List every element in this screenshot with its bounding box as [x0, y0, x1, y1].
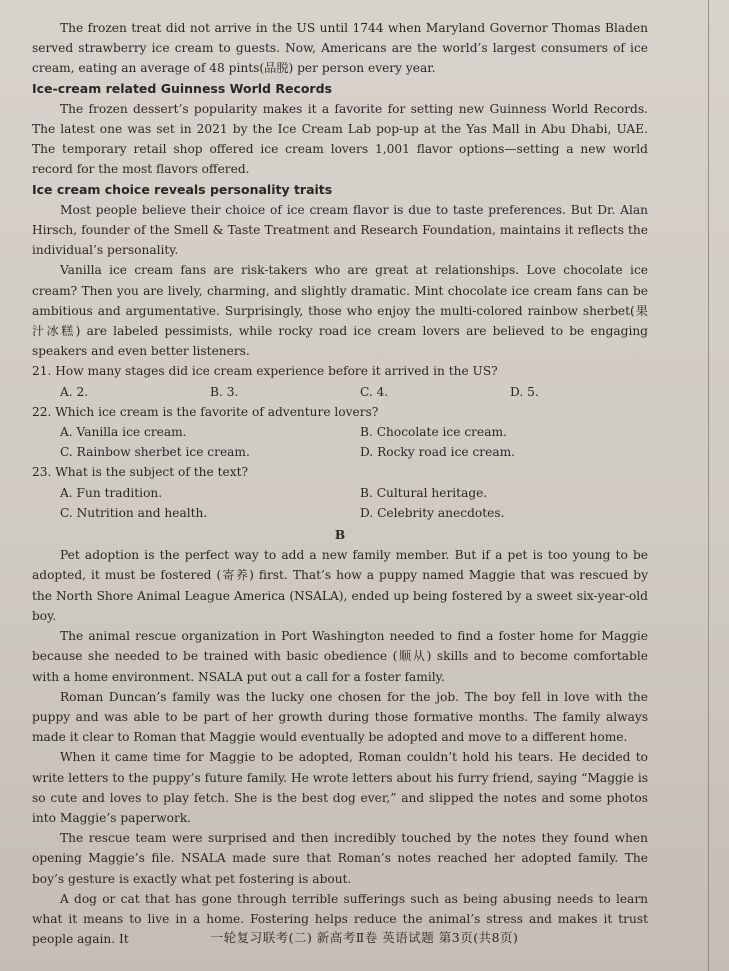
- question-22: [32, 402, 648, 463]
- option-c: C. Nutrition and health.: [60, 505, 208, 520]
- option-b: B. 3.: [210, 384, 239, 399]
- question-stem: 22. Which ice cream is the favorite of adventure lovers?: [32, 404, 379, 419]
- section-b-label: B: [334, 528, 346, 543]
- passage-a-para-4: Vanilla ice cream fans are risk-takers who are great at relationships. Love chocolate ice cream? Then you are lively, charming, and slightly dramatic. Mint chocolate ice cream fans can be ambitious and argumentative. Surprisingly, those who enjoy the multi-colored rainbow sherbet(果汁冰糕) are labeled pessimists, while rocky road ice cream lovers are believed to be engaging speakers and even better listeners.: [32, 263, 648, 359]
- option-d: D. Celebrity anecdotes.: [360, 505, 505, 520]
- text-column: [32, 18, 648, 949]
- option-row: [32, 382, 648, 402]
- option-grid: [32, 422, 648, 462]
- option-d: D. 5.: [510, 384, 539, 399]
- option-d: D. Rocky road ice cream.: [360, 445, 516, 460]
- question-21: [32, 361, 648, 401]
- option-a: A. Fun tradition.: [60, 485, 163, 500]
- option-a: A. 2.: [60, 384, 89, 399]
- option-c: C. Rainbow sherbet ice cream.: [60, 445, 250, 460]
- passage-b-para-5: The rescue team were surprised and then incredibly touched by the notes they found when opening Maggie’s file. NSALA made sure that Roman’s notes reached her adopted family. The boy’s gesture is exactly what pet fostering is about.: [32, 831, 648, 886]
- question-23: [32, 462, 648, 523]
- passage-b-para-3: Roman Duncan’s family was the lucky one chosen for the job. The boy fell in love with the puppy and was able to be part of her growth during those formative months. The family always made it clear to Roman that Maggie would eventually be adopted and move to a different home.: [32, 689, 648, 745]
- option-c: C. 4.: [360, 384, 389, 399]
- subheading-personality: Ice cream choice reveals personality traits: [32, 181, 333, 197]
- option-b: B. Chocolate ice cream.: [360, 425, 507, 440]
- option-grid: [32, 483, 648, 523]
- margin-rule: [708, 0, 709, 971]
- question-stem: 21. How many stages did ice cream experience before it arrived in the US?: [32, 364, 498, 379]
- subheading-guinness: Ice-cream related Guinness World Records: [32, 80, 332, 96]
- question-stem: 23. What is the subject of the text?: [32, 465, 248, 480]
- passage-a-para-3: Most people believe their choice of ice cream flavor is due to taste preferences. But Dr. Alan Hirsch, founder of the Smell & Taste Treatment and Research Foundation, maintains it reflects the individual’s personality.: [32, 202, 648, 258]
- page-footer: 一轮复习联考(二) 新高考Ⅱ卷 英语试题 第3页(共8页): [210, 930, 519, 945]
- passage-b-para-4: When it came time for Maggie to be adopted, Roman couldn’t hold his tears. He decided to write letters to the puppy’s future family. He wrote letters about his furry friend, saying “Maggie is so cute and loves to play fetch. She is the best dog ever,” and slipped the notes and some photos into Maggie’s paperwork.: [32, 750, 648, 825]
- passage-b-para-1: Pet adoption is the perfect way to add a new family member. But if a pet is too young to be adopted, it must be fostered (寄养) first. That’s how a puppy named Maggie that was rescued by the North Shore Animal League America (NSALA), ended up being fostered by a sweet six-year-old boy.: [32, 548, 648, 623]
- option-a: A. Vanilla ice cream.: [60, 425, 187, 440]
- passage-b-para-6: A dog or cat that has gone through terrible sufferings such as being abusing needs to learn what it means to live in a home. Fostering helps reduce the animal’s stress and makes it trust people again. It: [32, 891, 648, 947]
- passage-a-para-1: The frozen treat did not arrive in the US until 1744 when Maryland Governor Thomas Bladen served strawberry ice cream to guests. Now, Americans are the world’s largest consumers of ice cream, eating an average of 48 pints(品脱) per person every year.: [32, 21, 648, 76]
- option-b: B. Cultural heritage.: [360, 485, 488, 500]
- passage-b-para-2: The animal rescue organization in Port Washington needed to find a foster home for Maggie because she needed to be trained with basic obedience (顺从) skills and to become comfortable with a home environment. NSALA put out a call for a foster family.: [32, 629, 648, 684]
- passage-a-para-2: The frozen dessert’s popularity makes it a favorite for setting new Guinness World Records. The latest one was set in 2021 by the Ice Cream Lab pop-up at the Yas Mall in Abu Dhabi, UAE. The temporary retail shop offered ice cream lovers 1,001 flavor options—setting a new world record for the most flavors offered.: [32, 101, 648, 177]
